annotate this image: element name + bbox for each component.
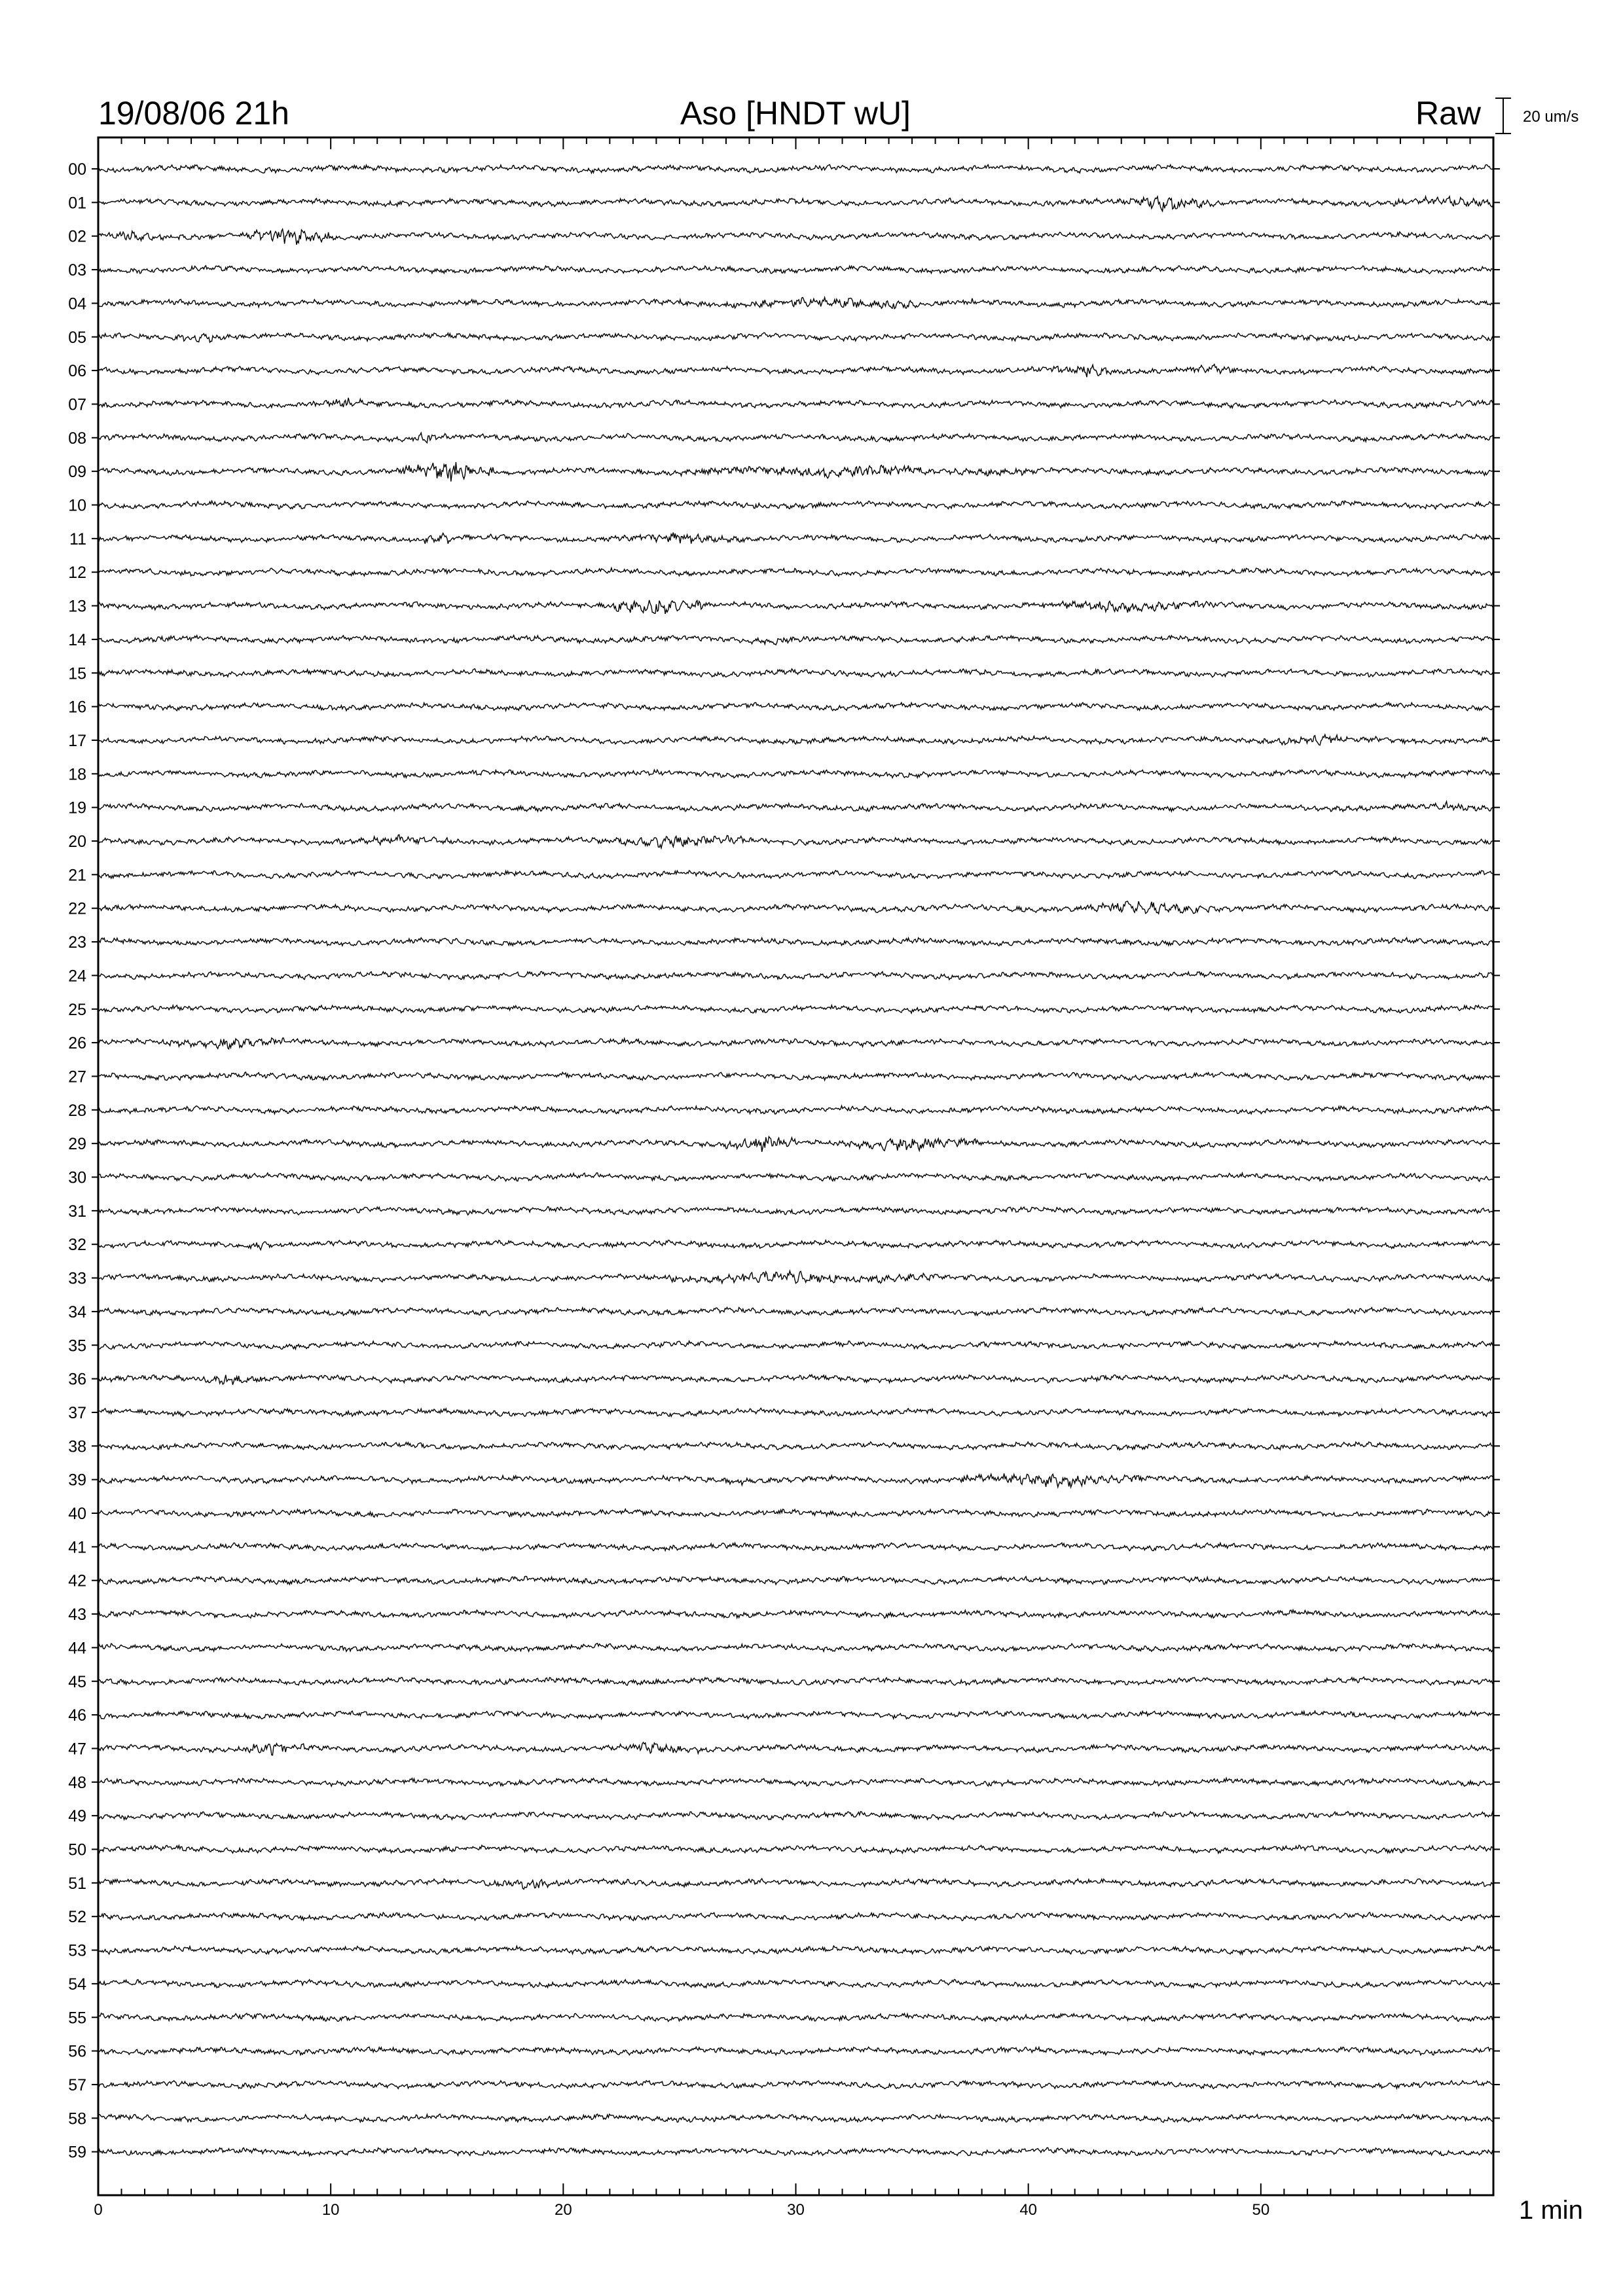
trace-row-47 [98,1742,1493,1755]
trace-row-45 [98,1677,1493,1685]
trace-row-05 [98,332,1493,342]
amplitude-scale-label: 20 um/s [1523,108,1579,126]
trace-row-04 [98,297,1493,308]
trace-row-02 [98,229,1493,245]
trace-row-41 [98,1543,1493,1551]
row-label: 28 [68,1101,86,1120]
trace-row-03 [98,266,1493,274]
x-tick-label: 20 [554,2201,572,2219]
trace-row-32 [98,1240,1493,1250]
trace-row-25 [98,1005,1493,1013]
row-label: 16 [68,698,86,717]
row-label: 48 [68,1773,86,1792]
trace-row-15 [98,669,1493,677]
row-label: 34 [68,1302,86,1321]
row-label: 29 [68,1135,86,1154]
row-label: 01 [68,194,86,213]
trace-row-16 [98,702,1493,711]
trace-row-24 [98,971,1493,979]
trace-row-43 [98,1610,1493,1619]
row-label: 07 [68,395,86,414]
trace-row-55 [98,2013,1493,2022]
row-label: 53 [68,1941,86,1960]
row-label: 25 [68,1000,86,1019]
trace-row-14 [98,636,1493,645]
trace-row-52 [98,1912,1493,1921]
row-label: 42 [68,1571,86,1590]
row-label: 54 [68,1975,86,1994]
row-label: 10 [68,496,86,515]
trace-row-38 [98,1442,1493,1450]
trace-row-40 [98,1509,1493,1517]
row-label: 35 [68,1336,86,1355]
trace-row-37 [98,1408,1493,1417]
trace-row-54 [98,1979,1493,1988]
station-title: Aso [HNDT wU] [680,95,911,132]
row-label: 27 [68,1067,86,1086]
row-label: 38 [68,1437,86,1456]
row-label: 52 [68,1908,86,1927]
row-label: 19 [68,798,86,817]
row-label: 13 [68,597,86,616]
trace-row-10 [98,501,1493,509]
row-label: 51 [68,1874,86,1893]
row-label: 09 [68,463,86,482]
trace-row-01 [98,196,1493,211]
x-tick-label: 0 [94,2201,103,2219]
trace-row-06 [98,365,1493,378]
row-label: 18 [68,765,86,784]
trace-row-23 [98,938,1493,946]
trace-row-30 [98,1173,1493,1181]
trace-row-57 [98,2081,1493,2089]
trace-row-53 [98,1946,1493,1954]
trace-row-11 [98,533,1493,544]
row-label: 50 [68,1840,86,1859]
row-label: 04 [68,295,86,314]
row-label: 14 [68,630,86,649]
row-label: 23 [68,933,86,952]
row-label: 08 [68,429,86,448]
row-label: 59 [68,2143,86,2162]
row-label: 56 [68,2042,86,2061]
row-label: 49 [68,1807,86,1826]
trace-row-31 [98,1207,1493,1215]
trace-row-22 [98,901,1493,914]
row-label: 22 [68,899,86,918]
row-label: 41 [68,1538,86,1557]
trace-row-07 [98,398,1493,408]
trace-row-49 [98,1812,1493,1820]
trace-row-51 [98,1878,1493,1889]
row-label: 45 [68,1672,86,1691]
row-label: 30 [68,1168,86,1187]
row-label: 40 [68,1505,86,1523]
row-label: 55 [68,2009,86,2028]
trace-row-12 [98,568,1493,577]
row-label: 32 [68,1236,86,1255]
row-labels [68,160,1500,2162]
row-label: 26 [68,1034,86,1053]
trace-row-44 [98,1643,1493,1652]
row-label: 05 [68,328,86,347]
trace-row-50 [98,1845,1493,1854]
amplitude-scale-bar [1495,98,1511,134]
x-tick-label: 40 [1019,2201,1038,2219]
trace-row-09 [98,462,1493,482]
trace-row-13 [98,600,1493,614]
trace-row-21 [98,870,1493,879]
trace-row-19 [98,802,1493,812]
trace-row-35 [98,1341,1493,1350]
row-label: 47 [68,1740,86,1759]
x-tick-labels [94,2201,1269,2219]
row-label: 17 [68,731,86,750]
trace-row-58 [98,2114,1493,2123]
row-label: 33 [68,1269,86,1288]
trace-row-48 [98,1778,1493,1787]
trace-row-39 [98,1473,1493,1487]
row-label: 37 [68,1403,86,1422]
row-label: 15 [68,664,86,683]
row-label: 00 [68,160,86,179]
trace-row-17 [98,734,1493,745]
traces [98,165,1493,2156]
row-label: 21 [68,866,86,885]
row-label: 06 [68,362,86,381]
trace-row-34 [98,1308,1493,1316]
trace-row-20 [98,834,1493,848]
x-tick-label: 50 [1252,2201,1270,2219]
trace-row-59 [98,2147,1493,2155]
trace-row-46 [98,1711,1493,1719]
trace-row-26 [98,1038,1493,1049]
trace-row-00 [98,165,1493,173]
row-label: 57 [68,2075,86,2094]
row-label: 36 [68,1370,86,1389]
trace-row-08 [98,433,1493,442]
row-label: 39 [68,1471,86,1490]
row-label: 58 [68,2109,86,2128]
top-minor-ticks [98,137,1493,149]
row-label: 24 [68,967,86,986]
row-label: 12 [68,564,86,583]
trace-row-36 [98,1374,1493,1384]
trace-row-29 [98,1137,1493,1152]
trace-row-56 [98,2047,1493,2056]
datetime-title: 19/08/06 21h [98,95,289,132]
row-label: 31 [68,1202,86,1221]
row-label: 20 [68,833,86,851]
row-label: 11 [69,529,86,548]
row-label: 43 [68,1605,86,1624]
plot-frame [98,137,1493,2195]
trace-row-28 [98,1105,1493,1114]
trace-row-18 [98,770,1493,778]
x-tick-label: 30 [787,2201,805,2219]
bottom-axis-ticks [98,2183,1493,2195]
trace-row-42 [98,1576,1493,1585]
row-label: 03 [68,261,86,280]
row-label: 44 [68,1639,86,1658]
trace-row-33 [98,1271,1493,1283]
row-label: 46 [68,1706,86,1725]
mode-label: Raw [1415,95,1481,132]
trace-row-27 [98,1072,1493,1081]
x-tick-label: 10 [321,2201,340,2219]
x-axis-label: 1 min [1519,2196,1583,2225]
row-label: 02 [68,227,86,246]
